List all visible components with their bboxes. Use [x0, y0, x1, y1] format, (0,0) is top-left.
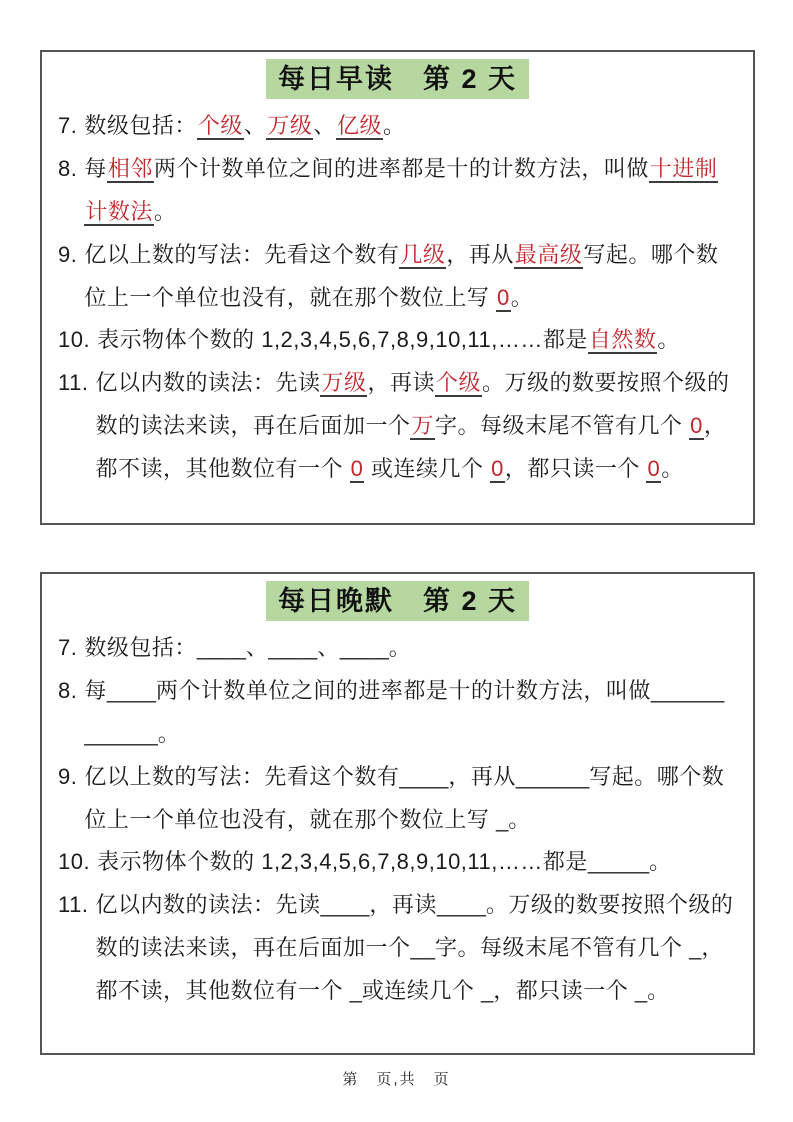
item-text	[84, 105, 737, 148]
blank-line: _	[349, 978, 362, 1004]
static-text: ，再读	[367, 370, 435, 396]
static-text: 亿以内数的读法：先读	[95, 370, 321, 396]
blank-line: _	[689, 935, 702, 961]
blank-line: _	[634, 978, 648, 1004]
blank-line: ______	[650, 677, 725, 703]
item-text	[97, 319, 737, 362]
item-number: 10.	[58, 849, 91, 875]
answer-text: 万	[411, 413, 434, 439]
answer-text: 0	[690, 413, 703, 439]
static-text: 。万级的数要按照个级的数的读法来读，再在后面加一个	[95, 370, 730, 439]
answer-text: 万级	[321, 370, 367, 396]
worksheet-item	[58, 234, 737, 320]
answer-text: 相邻	[107, 155, 153, 181]
answer-text: 个级	[436, 370, 482, 396]
blank-line: ______	[515, 763, 590, 789]
static-text: 。	[657, 327, 680, 353]
static-text: 表示物体个数的 1,2,3,4,5,6,7,8,9,10,11,……都是	[97, 849, 588, 875]
static-text: 或连续几个	[361, 978, 481, 1004]
answer-text: 个级	[197, 113, 243, 138]
static-text: 或连续几个	[364, 456, 491, 482]
static-text: ，都只读一个	[504, 456, 647, 482]
answer-text: 最高级	[514, 241, 583, 267]
static-text: ，都只读一个	[493, 978, 635, 1004]
static-text: 数级包括：	[84, 113, 197, 138]
static-text: 亿以上数的写法：先看这个数有	[84, 763, 400, 789]
section-title-row	[58, 581, 737, 623]
static-text: ，再从	[446, 241, 514, 267]
static-text: 、	[317, 635, 340, 660]
answer-text: 0	[647, 456, 661, 482]
item-number: 7.	[58, 635, 78, 660]
section-morning-reading	[40, 50, 755, 525]
static-text: 亿以内数的读法：先读	[95, 892, 321, 918]
static-text: 每	[84, 677, 107, 703]
answer-text: 十进制计数法	[85, 155, 718, 224]
static-text: 。	[382, 113, 406, 138]
static-text: 字。每级末尾不管有几个	[434, 413, 690, 439]
static-text: 、	[313, 113, 336, 138]
item-text	[97, 841, 737, 884]
static-text: 数级包括：	[84, 635, 197, 660]
blank-line: ______	[84, 720, 158, 746]
answer-text: 0	[491, 456, 504, 482]
static-text: 两个计数单位之间的进率都是十的计数方法，叫做	[155, 677, 651, 703]
item-list-evening	[58, 627, 737, 1013]
answer-text: 万级	[267, 113, 313, 138]
static-text: ，都不读，其他数位有一个	[95, 935, 724, 1004]
item-text	[95, 884, 737, 1013]
blank-line: ____	[320, 892, 370, 918]
static-text: 两个计数单位之间的进率都是十的计数方法，叫做	[153, 155, 649, 181]
answer-text: 0	[350, 456, 364, 482]
static-text: 字。每级末尾不管有几个	[434, 935, 690, 961]
blank-line: ____	[399, 763, 449, 789]
static-text: 。	[388, 635, 412, 660]
item-number: 8.	[58, 677, 78, 703]
worksheet-item	[58, 319, 737, 362]
blank-line: ____	[268, 635, 318, 660]
item-text	[84, 627, 737, 670]
static-text: 写起。哪个数位上一个单位也没有，就在那个数位上写	[84, 763, 725, 832]
static-text: 。万级的数要按照个级的数的读法来读，再在后面加一个	[95, 892, 734, 961]
static-text: 。	[647, 978, 670, 1004]
item-number: 7.	[58, 113, 78, 138]
blank-line: _	[495, 806, 509, 832]
static-text: ，再从	[448, 763, 516, 789]
item-text	[95, 362, 737, 491]
item-text	[84, 756, 737, 842]
blank-line: __	[410, 935, 435, 961]
static-text: 写起。哪个数位上一个单位也没有，就在那个数位上写	[84, 241, 719, 310]
item-text	[84, 670, 737, 756]
static-text: 。	[510, 284, 534, 310]
item-number: 9.	[58, 763, 78, 789]
section-evening-recitation	[40, 572, 755, 1055]
blank-line: ____	[339, 635, 389, 660]
static-text: 亿以上数的写法：先看这个数有	[84, 241, 400, 267]
blank-line: ____	[436, 892, 486, 918]
worksheet-item	[58, 756, 737, 842]
item-number: 11.	[58, 892, 89, 918]
answer-text: 亿级	[336, 113, 382, 138]
blank-line: _____	[587, 849, 650, 875]
worksheet-item	[58, 105, 737, 148]
blank-line: _	[480, 978, 494, 1004]
worksheet-item	[58, 670, 737, 756]
worksheet-item	[58, 884, 737, 1013]
item-number: 11.	[58, 370, 89, 396]
static-text: ，都不读，其他数位有一个	[95, 413, 727, 482]
section-title-evening: 每日晚默 第 2 天	[266, 581, 529, 621]
static-text: 。	[661, 456, 684, 482]
item-number: 9.	[58, 241, 78, 267]
worksheet-item	[58, 148, 737, 234]
static-text: 。	[508, 806, 531, 832]
static-text: 。	[157, 720, 181, 746]
static-text: 表示物体个数的 1,2,3,4,5,6,7,8,9,10,11,……都是	[97, 327, 588, 353]
worksheet-item	[58, 362, 737, 491]
static-text: ，再读	[369, 892, 437, 918]
item-number: 10.	[58, 327, 91, 353]
section-title-row	[58, 59, 737, 101]
static-text: 每	[84, 155, 107, 181]
worksheet-item	[58, 627, 737, 670]
static-text: 、	[245, 635, 269, 660]
item-list-morning	[58, 105, 737, 491]
blank-line: ____	[106, 677, 156, 703]
static-text: 。	[649, 849, 672, 875]
answer-text: 自然数	[588, 327, 657, 353]
answer-text: 几级	[400, 241, 446, 267]
section-title-morning: 每日早读 第 2 天	[266, 59, 529, 99]
item-number: 8.	[58, 155, 78, 181]
blank-line: ____	[196, 635, 246, 660]
answer-text: 0	[496, 284, 510, 310]
static-text: 、	[243, 113, 267, 138]
item-text	[84, 148, 737, 234]
page-footer: 第 页,共 页	[342, 1071, 451, 1088]
item-text	[84, 234, 737, 320]
static-text: 。	[153, 198, 177, 224]
worksheet-item	[58, 841, 737, 884]
